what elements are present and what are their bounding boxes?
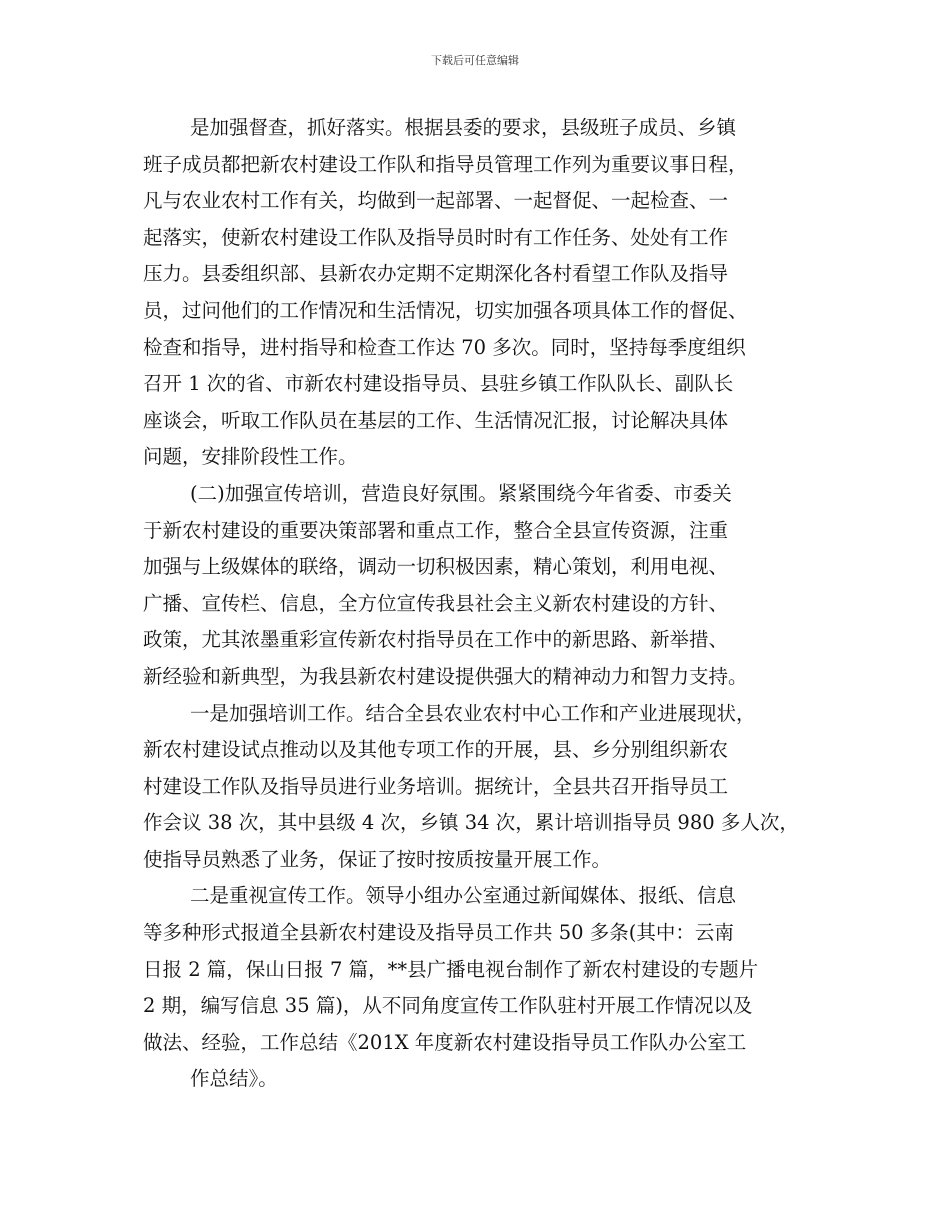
text-line: 二是重视宣传工作。领导小组办公室通过新闻媒体、报纸、信息 (190, 884, 737, 908)
text-line: 召开 1 次的省、市新农村建设指导员、县驻乡镇工作队队长、副队长 (143, 372, 734, 396)
text-line: 新农村建设试点推动以及其他专项工作的开展，县、乡分别组织新农 (143, 738, 729, 762)
text-line: 问题，安排阶段性工作。 (143, 445, 358, 469)
text-line: 使指导员熟悉了业务，保证了按时按质按量开展工作。 (143, 847, 612, 871)
text-line: 2 期，编写信息 35 篇)，从不同角度宣传工作队驻村开展工作情况以及 (143, 994, 753, 1018)
page-header: 下载后可任意编辑 (431, 54, 519, 67)
text-line: 日报 2 篇，保山日报 7 篇，**县广播电视台制作了新农村建设的专题片 (143, 957, 759, 981)
text-line: 一是加强培训工作。结合全县农业农村中心工作和产业进展现状， (190, 701, 756, 725)
text-line: 凡与农业农村工作有关，均做到一起部署、一起督促、一起检查、一 (143, 189, 729, 213)
text-line: 座谈会，听取工作队员在基层的工作、生活情况汇报，讨论解决具体 (143, 408, 729, 432)
document-body (143, 110, 808, 1098)
text-line: 于新农村建设的重要决策部署和重点工作，整合全县宣传资源，注重 (143, 518, 729, 542)
text-line: 等多种形式报道全县新农村建设及指导员工作共 50 多条(其中：云南 (143, 921, 734, 945)
text-line: 政策，尤其浓墨重彩宣传新农村指导员在工作中的新思路、新举措、 (143, 628, 729, 652)
text-line: 员，过问他们的工作情况和生活情况，切实加强各项具体工作的督促、 (143, 298, 748, 322)
text-line: 广播、宣传栏、信息，全方位宣传我县社会主义新农村建设的方针、 (143, 591, 729, 615)
text-line: 新经验和新典型，为我县新农村建设提供强大的精神动力和智力支持。 (143, 664, 748, 688)
text-line: 检查和指导，进村指导和检查工作达 70 多次。同时，坚持每季度组织 (143, 335, 746, 359)
text-line: 是加强督查，抓好落实。根据县委的要求，县级班子成员、乡镇 (190, 116, 737, 139)
text-line: 起落实，使新农村建设工作队及指导员时时有工作任务、处处有工作 (143, 225, 729, 249)
text-line: 做法、经验，工作总结《201X 年度新农村建设指导员工作队办公室工 (143, 1030, 747, 1054)
text-line: 作总结》。 (190, 1067, 278, 1091)
text-line: 加强与上级媒体的联络，调动一切积极因素，精心策划，利用电视、 (143, 555, 729, 579)
text-line: 作会议 38 次，其中县级 4 次，乡镇 34 次，累计培训指导员 980 多人次， (143, 811, 799, 835)
text-line: 村建设工作队及指导员进行业务培训。据统计，全县共召开指导员工 (143, 774, 729, 798)
text-line: 压力。县委组织部、县新农办定期不定期深化各村看望工作队及指导 (143, 262, 729, 286)
section-heading-line: (二)加强宣传培训，营造良好氛围。紧紧围绕今年省委、市委关 (190, 481, 732, 505)
text-line: 班子成员都把新农村建设工作队和指导员管理工作列为重要议事日程， (143, 152, 748, 176)
